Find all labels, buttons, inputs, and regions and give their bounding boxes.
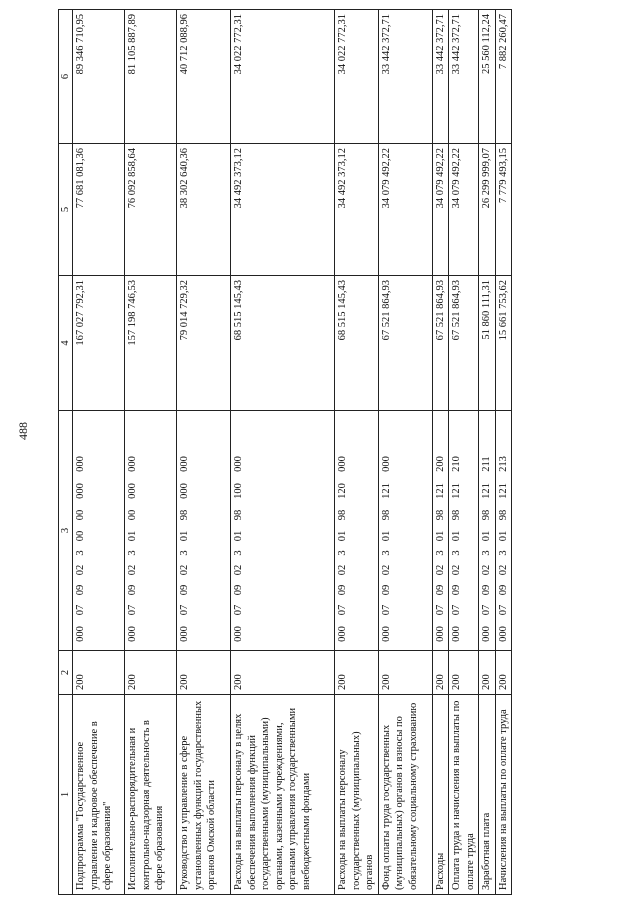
row-name: Расходы на выплаты персоналу в целях обеспечения выполнения функций государственными (муниципальными) органами, казенными учреждениями, органами управления государственными внебюджетными фондами (231, 695, 335, 895)
code-segment: 000 (179, 626, 191, 642)
code-segment: 3 (497, 550, 509, 556)
code-segment: 01 (179, 530, 191, 542)
code-segment: 3 (127, 550, 139, 556)
row-name: Оплата труда и начисления на выплаты по оплате труда (449, 695, 479, 895)
code-segment: 98 (337, 509, 349, 521)
code-segment: 98 (179, 509, 191, 521)
row-name: Расходы на выплаты персоналу государственных (муниципальных) органов (335, 695, 378, 895)
row-col5: 34 079 492,22 (378, 144, 432, 276)
row-col4: 51 860 111,31 (479, 276, 495, 411)
row-name: Исполнительно-распорядительная и контрольно-надзорная деятельность в сфере образования (125, 695, 177, 895)
code-segment: 121 (380, 483, 392, 499)
row-code (125, 411, 177, 651)
code-segment: 02 (451, 564, 463, 576)
code-segment: 100 (233, 483, 245, 499)
code-segment: 000 (127, 626, 139, 642)
code-segment: 01 (380, 530, 392, 542)
row-col2: 200 (449, 651, 479, 695)
row-code (177, 411, 231, 651)
code-segment: 000 (233, 456, 245, 472)
table-row (495, 10, 511, 895)
header-cell: 5 (59, 144, 73, 276)
row-name: Заработная плата (479, 695, 495, 895)
code-segment: 98 (497, 509, 509, 521)
row-code (231, 411, 335, 651)
code-segment: 210 (451, 456, 463, 472)
code-segment: 000 (380, 456, 392, 472)
code-segment: 07 (451, 604, 463, 616)
row-col5: 7 779 493,15 (495, 144, 511, 276)
header-cell: 1 (59, 695, 73, 895)
row-col2: 200 (177, 651, 231, 695)
table-row (125, 10, 177, 895)
code-segment: 120 (337, 483, 349, 499)
code-segment: 3 (434, 550, 446, 556)
code-segment: 02 (380, 564, 392, 576)
budget-table (58, 9, 512, 895)
code-segment: 01 (127, 530, 139, 542)
row-col2: 200 (495, 651, 511, 695)
code-segment: 211 (481, 456, 493, 472)
table-row (231, 10, 335, 895)
row-col5: 77 681 081,36 (73, 144, 125, 276)
code-segment: 98 (380, 509, 392, 521)
header-cell: 2 (59, 651, 73, 695)
row-col6: 7 882 260,47 (495, 10, 511, 144)
row-code (73, 411, 125, 651)
row-col6: 81 105 887,89 (125, 10, 177, 144)
row-col4: 79 014 729,32 (177, 276, 231, 411)
code-segment: 02 (481, 564, 493, 576)
code-segment: 09 (179, 584, 191, 596)
header-cell: 4 (59, 276, 73, 411)
code-segment: 000 (434, 626, 446, 642)
row-code (479, 411, 495, 651)
code-segment: 07 (497, 604, 509, 616)
table-row (177, 10, 231, 895)
row-col2: 200 (432, 651, 448, 695)
code-segment: 200 (434, 456, 446, 472)
row-code (335, 411, 378, 651)
code-segment: 09 (497, 584, 509, 596)
code-segment: 07 (75, 604, 87, 616)
code-segment: 121 (481, 483, 493, 499)
code-segment: 000 (179, 483, 191, 499)
page-number: 488 (16, 422, 30, 440)
row-col4: 167 027 792,31 (73, 276, 125, 411)
code-segment: 09 (434, 584, 446, 596)
code-segment: 01 (233, 530, 245, 542)
row-col4: 68 515 145,43 (335, 276, 378, 411)
code-segment: 02 (179, 564, 191, 576)
row-col5: 34 079 492,22 (432, 144, 448, 276)
code-segment: 3 (451, 550, 463, 556)
row-col4: 157 198 746,53 (125, 276, 177, 411)
row-name: Руководство и управление в сфере установленных функций государственных органов Омской области (177, 695, 231, 895)
code-segment: 98 (481, 509, 493, 521)
code-segment: 3 (75, 550, 87, 556)
code-segment: 07 (380, 604, 392, 616)
row-col5: 38 302 640,36 (177, 144, 231, 276)
code-segment: 07 (233, 604, 245, 616)
row-col2: 200 (378, 651, 432, 695)
code-segment: 3 (179, 550, 191, 556)
row-col5: 76 092 858,64 (125, 144, 177, 276)
row-name: Начисления на выплаты по оплате труда (495, 695, 511, 895)
code-segment: 02 (337, 564, 349, 576)
row-col5: 34 492 373,12 (335, 144, 378, 276)
code-segment: 02 (434, 564, 446, 576)
row-col2: 200 (125, 651, 177, 695)
code-segment: 000 (75, 456, 87, 472)
row-code (432, 411, 448, 651)
row-col5: 34 079 492,22 (449, 144, 479, 276)
table-row (335, 10, 378, 895)
code-segment: 07 (337, 604, 349, 616)
code-segment: 01 (451, 530, 463, 542)
row-col4: 67 521 864,93 (449, 276, 479, 411)
code-segment: 09 (75, 584, 87, 596)
table-row (73, 10, 125, 895)
code-segment: 01 (434, 530, 446, 542)
row-name: Расходы (432, 695, 448, 895)
row-col4: 67 521 864,93 (432, 276, 448, 411)
code-segment: 3 (481, 550, 493, 556)
code-segment: 121 (497, 483, 509, 499)
code-segment: 00 (127, 509, 139, 521)
code-segment: 02 (75, 564, 87, 576)
row-col6: 89 346 710,95 (73, 10, 125, 144)
code-segment: 09 (127, 584, 139, 596)
code-segment: 09 (337, 584, 349, 596)
row-col2: 200 (231, 651, 335, 695)
code-segment: 00 (75, 530, 87, 542)
row-col6: 33 442 372,71 (432, 10, 448, 144)
table-row (432, 10, 448, 895)
code-segment: 02 (497, 564, 509, 576)
code-segment: 01 (497, 530, 509, 542)
header-cell: 3 (59, 411, 73, 651)
row-code (378, 411, 432, 651)
row-col4: 68 515 145,43 (231, 276, 335, 411)
code-segment: 07 (434, 604, 446, 616)
code-segment: 09 (233, 584, 245, 596)
row-code (449, 411, 479, 651)
code-segment: 000 (233, 626, 245, 642)
code-segment: 000 (75, 626, 87, 642)
row-col6: 25 560 112,24 (479, 10, 495, 144)
code-segment: 121 (434, 483, 446, 499)
code-segment: 98 (451, 509, 463, 521)
table-row (378, 10, 432, 895)
code-segment: 000 (481, 626, 493, 642)
code-segment: 000 (179, 456, 191, 472)
row-col4: 15 661 753,62 (495, 276, 511, 411)
code-segment: 00 (75, 509, 87, 521)
code-segment: 000 (127, 483, 139, 499)
code-segment: 07 (481, 604, 493, 616)
code-segment: 09 (481, 584, 493, 596)
code-segment: 02 (127, 564, 139, 576)
code-segment: 121 (451, 483, 463, 499)
header-cell: 6 (59, 10, 73, 144)
code-segment: 07 (179, 604, 191, 616)
code-segment: 09 (451, 584, 463, 596)
row-code (495, 411, 511, 651)
code-segment: 02 (233, 564, 245, 576)
row-col5: 26 299 999,07 (479, 144, 495, 276)
code-segment: 3 (337, 550, 349, 556)
row-name: Фонд оплаты труда государственных (муниципальных) органов и взносы по обязательному социальному страхованию (378, 695, 432, 895)
code-segment: 000 (497, 626, 509, 642)
row-col5: 34 492 373,12 (231, 144, 335, 276)
code-segment: 07 (127, 604, 139, 616)
table-row (479, 10, 495, 895)
code-segment: 98 (434, 509, 446, 521)
row-col6: 40 712 088,96 (177, 10, 231, 144)
header-row (59, 10, 73, 895)
rotated-table-wrapper (58, 10, 578, 895)
code-segment: 000 (337, 626, 349, 642)
row-col6: 33 442 372,71 (378, 10, 432, 144)
row-col2: 200 (335, 651, 378, 695)
code-segment: 01 (481, 530, 493, 542)
code-segment: 000 (127, 456, 139, 472)
row-col6: 34 022 772,31 (231, 10, 335, 144)
row-col6: 33 442 372,71 (449, 10, 479, 144)
code-segment: 213 (497, 456, 509, 472)
code-segment: 09 (380, 584, 392, 596)
code-segment: 98 (233, 509, 245, 521)
code-segment: 01 (337, 530, 349, 542)
code-segment: 000 (337, 456, 349, 472)
code-segment: 3 (233, 550, 245, 556)
row-col2: 200 (479, 651, 495, 695)
table-row (449, 10, 479, 895)
row-name: Подпрограмма "Государственное управление и кадровое обеспечение в сфере образования" (73, 695, 125, 895)
row-col6: 34 022 772,31 (335, 10, 378, 144)
row-col4: 67 521 864,93 (378, 276, 432, 411)
code-segment: 3 (380, 550, 392, 556)
code-segment: 000 (451, 626, 463, 642)
code-segment: 000 (75, 483, 87, 499)
row-col2: 200 (73, 651, 125, 695)
code-segment: 000 (380, 626, 392, 642)
